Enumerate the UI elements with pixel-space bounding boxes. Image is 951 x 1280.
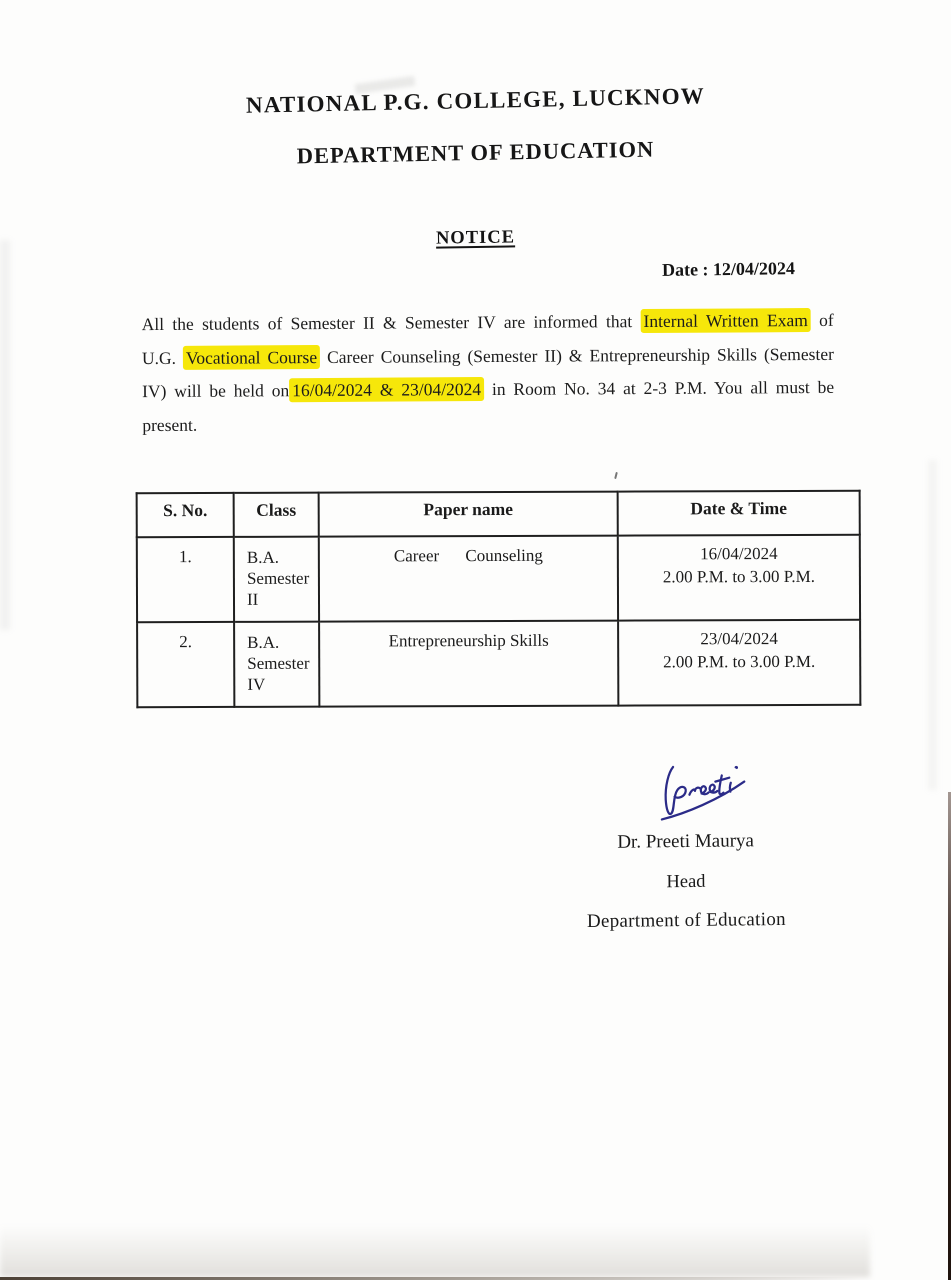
scan-smudge-bottom <box>0 1225 870 1277</box>
cell-paper-name: Entrepreneurship Skills <box>319 621 618 707</box>
signatory-department: Department of Education <box>586 908 786 933</box>
notice-paragraph <box>142 304 835 442</box>
cell-class: B.A. Semester IV <box>234 622 319 707</box>
column-header-date-time: Date & Time <box>618 491 860 536</box>
stray-pen-mark <box>614 472 618 479</box>
column-header-paper-name: Paper name <box>319 492 618 537</box>
signature-scribble-icon <box>644 756 773 828</box>
department-title: DEPARTMENT OF EDUCATION <box>296 136 655 169</box>
table-row <box>137 620 860 708</box>
cell-date: 23/04/2024 <box>700 629 778 649</box>
cell-paper-name: Career Counseling <box>319 536 618 622</box>
cell-time: 2.00 P.M. to 3.00 P.M. <box>663 651 816 671</box>
cell-sno: 2. <box>137 622 234 707</box>
scan-smudge-right <box>928 460 937 790</box>
highlighted-segment-vocational-course: Vocational Course <box>183 345 320 370</box>
cell-date: 16/04/2024 <box>700 544 778 564</box>
highlighted-segment-internal-written-exam: Internal Written Exam <box>640 308 810 333</box>
column-header-sno: S. No. <box>137 493 234 537</box>
paragraph-segment: of U.G. <box>141 309 834 368</box>
exam-schedule-table-wrapper <box>136 490 862 709</box>
cell-date-time <box>618 620 860 706</box>
table-row <box>137 535 860 623</box>
notice-heading: NOTICE <box>435 227 516 249</box>
notice-date: Date : 12/04/2024 <box>661 258 796 280</box>
scan-smudge-left <box>0 240 10 630</box>
cell-time: 2.00 P.M. to 3.00 P.M. <box>662 566 816 586</box>
cell-date-time <box>618 535 860 621</box>
college-title: NATIONAL P.G. COLLEGE, LUCKNOW <box>245 83 706 118</box>
table-header-row <box>137 491 860 538</box>
paragraph-segment: All the students of Semester II & Semester IV are informed that <box>141 311 641 335</box>
paragraph-segment: in Room No. 34 at 2-3 P.M. You all must be present. <box>142 376 835 435</box>
cell-sno: 1. <box>137 537 234 622</box>
exam-schedule-table <box>136 490 862 709</box>
highlighted-segment-exam-dates: 16/04/2024 & 23/04/2024 <box>289 377 484 402</box>
cell-class: B.A. Semester II <box>234 537 319 622</box>
column-header-class: Class <box>234 493 319 537</box>
paragraph-segment: Career Counseling (Semester II) & Entrepreneurship Skills (Semester IV) will be held on <box>142 343 834 402</box>
signatory-block <box>547 830 824 934</box>
signatory-name: Dr. Preeti Maurya <box>617 830 755 853</box>
signatory-designation: Head <box>666 871 706 893</box>
